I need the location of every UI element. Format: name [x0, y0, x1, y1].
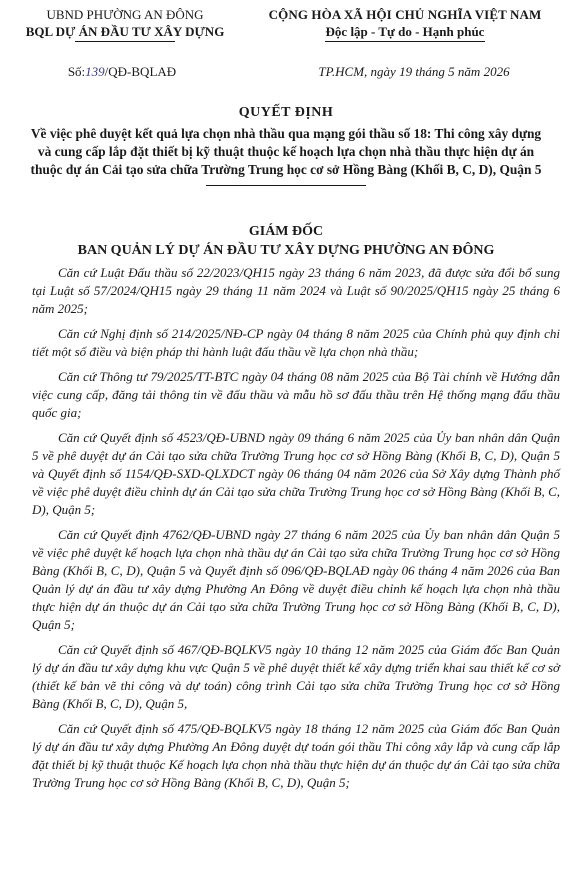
legal-basis-paragraph: Căn cứ Quyết định số 4523/QĐ-UBND ngày 09 tháng 6 năm 2025 của Ủy ban nhân dân Quận 5 về phê duyệt dự án Cải tạo sửa chữa Trường Trung học cơ sở Hồng Bàng (Khối B, C, D), Quận 5 và Quyết định số 1154/QĐ-SXD-QLXDCT ngày 06 tháng 04 năm 2026 của Sở Xây dựng Thành phố về việc phê duyệt điều chỉnh dự án Cải tạo sửa chữa Trường Trung học cơ sở Hồng Bàng (Khối B, C, D), Quận 5;	[32, 430, 560, 517]
issuing-board: BQL DỰ ÁN ĐẦU TƯ XÂY DỰNG	[25, 24, 225, 39]
legal-bases	[32, 264, 560, 799]
motto: Độc lập - Tự do - Hạnh phúc	[325, 24, 485, 39]
authority-agency: BAN QUẢN LÝ DỰ ÁN ĐẦU TƯ XÂY DỰNG PHƯỜNG AN ĐÔNG	[77, 243, 495, 258]
subject-underline	[206, 185, 366, 186]
document-number	[22, 64, 222, 80]
national-motto	[244, 6, 566, 42]
authority-title: GIÁM ĐỐC	[248, 224, 324, 239]
legal-basis-paragraph: Căn cứ Luật Đấu thầu số 22/2023/QH15 ngày 23 tháng 6 năm 2023, đã được sửa đổi bổ sung tại Luật số 57/2024/QH15 ngày 29 tháng 11 năm 2024 và Luật số 90/2025/QH15 ngày 25 tháng 6 năm 2025;	[32, 265, 560, 316]
document-type: QUYẾT ĐỊNH	[238, 105, 334, 120]
doc-number-value: 139	[85, 64, 105, 79]
legal-basis-paragraph: Căn cứ Quyết định số 467/QĐ-BQLKV5 ngày 10 tháng 12 năm 2025 của Giám đốc Ban Quản lý dự án đầu tư xây dựng khu vực Quận 5 về phê duyệt thiết kế xây dựng triển khai sau thiết kế cơ sở (thiết kế bản vẽ thi công và dự toán) công trình Cải tạo sửa chữa Trường Trung học cơ sở Hồng Bàng (Khối B, C, D), Quận 5,	[32, 642, 560, 711]
legal-basis-paragraph: Căn cứ Thông tư 79/2025/TT-BTC ngày 04 tháng 08 năm 2025 của Bộ Tài chính về Hướng dẫn việc cung cấp, đăng tải thông tin về đấu thầu và mẫu hồ sơ đấu thầu trên Hệ thống mạng đấu thầu quốc gia;	[32, 369, 560, 420]
doc-number-suffix: /QĐ-BQLAĐ	[104, 64, 177, 79]
legal-basis-paragraph: Căn cứ Quyết định số 475/QĐ-BQLKV5 ngày 18 tháng 12 năm 2025 của Giám đốc Ban Quản lý dự án đầu tư xây dựng Phường An Đông duyệt dự toán gói thầu Thi công xây lắp và cung cấp lắp đặt thiết bị kỹ thuật thuộc Kế hoạch lựa chọn nhà thầu thực hiện dự án thuộc dự án Cải tạo sửa chữa Trường Trung học cơ sở Hồng Bàng (Khối B, C, D), Quận 5;	[32, 721, 560, 790]
country-name: CỘNG HÒA XÃ HỘI CHỦ NGHĨA VIỆT NAM	[268, 7, 542, 22]
place-and-date: TP.HCM, ngày 19 tháng 5 năm 2026	[318, 64, 510, 79]
parent-authority: UBND PHƯỜNG AN ĐÔNG	[46, 7, 204, 22]
org-underline	[75, 41, 175, 42]
title-block	[26, 104, 546, 186]
legal-basis-paragraph: Căn cứ Nghị định số 214/2025/NĐ-CP ngày 04 tháng 8 năm 2025 của Chính phủ quy định chi tiết một số điều và biện pháp thi hành luật đấu thầu về lựa chọn nhà thầu;	[32, 326, 560, 359]
legal-basis-paragraph: Căn cứ Quyết định 4762/QĐ-UBND ngày 27 tháng 6 năm 2025 của Ủy ban nhân dân Quận 5 về việc phê duyệt kế hoạch lựa chọn nhà thầu dự án Cải tạo sửa chữa Trường Trung học cơ sở Hồng Bàng (Khối B, C, D), Quận 5 và Quyết định số 096/QĐ-BQLAĐ ngày 06 tháng 4 năm 2026 của Ban Quản lý dự án đầu tư xây dựng Phường An Đông về duyệt điều chỉnh kế hoạch lựa chọn nhà thầu thực hiện dự án thuộc dự án Cải tạo sửa chữa Trường Trung học cơ sở Hồng Bàng (Khối B, C, D), Quận 5;	[32, 527, 560, 632]
document-header	[0, 6, 570, 79]
signing-authority	[26, 222, 546, 260]
motto-underline	[325, 41, 485, 42]
issuing-organization	[14, 6, 236, 42]
doc-number-prefix: Số:	[67, 64, 86, 79]
document-subject: Về việc phê duyệt kết quả lựa chọn nhà thầu qua mạng gói thầu số 18: Thi công xây dựng và cung cấp lắp đặt thiết bị kỹ thuật thuộc kế hoạch lựa chọn nhà thầu thực hiện dự án thuộc dự án Cải tạo sửa chữa Trường Trung học cơ sở Hồng Bàng (Khối B, C, D), Quận 5	[30, 126, 542, 177]
